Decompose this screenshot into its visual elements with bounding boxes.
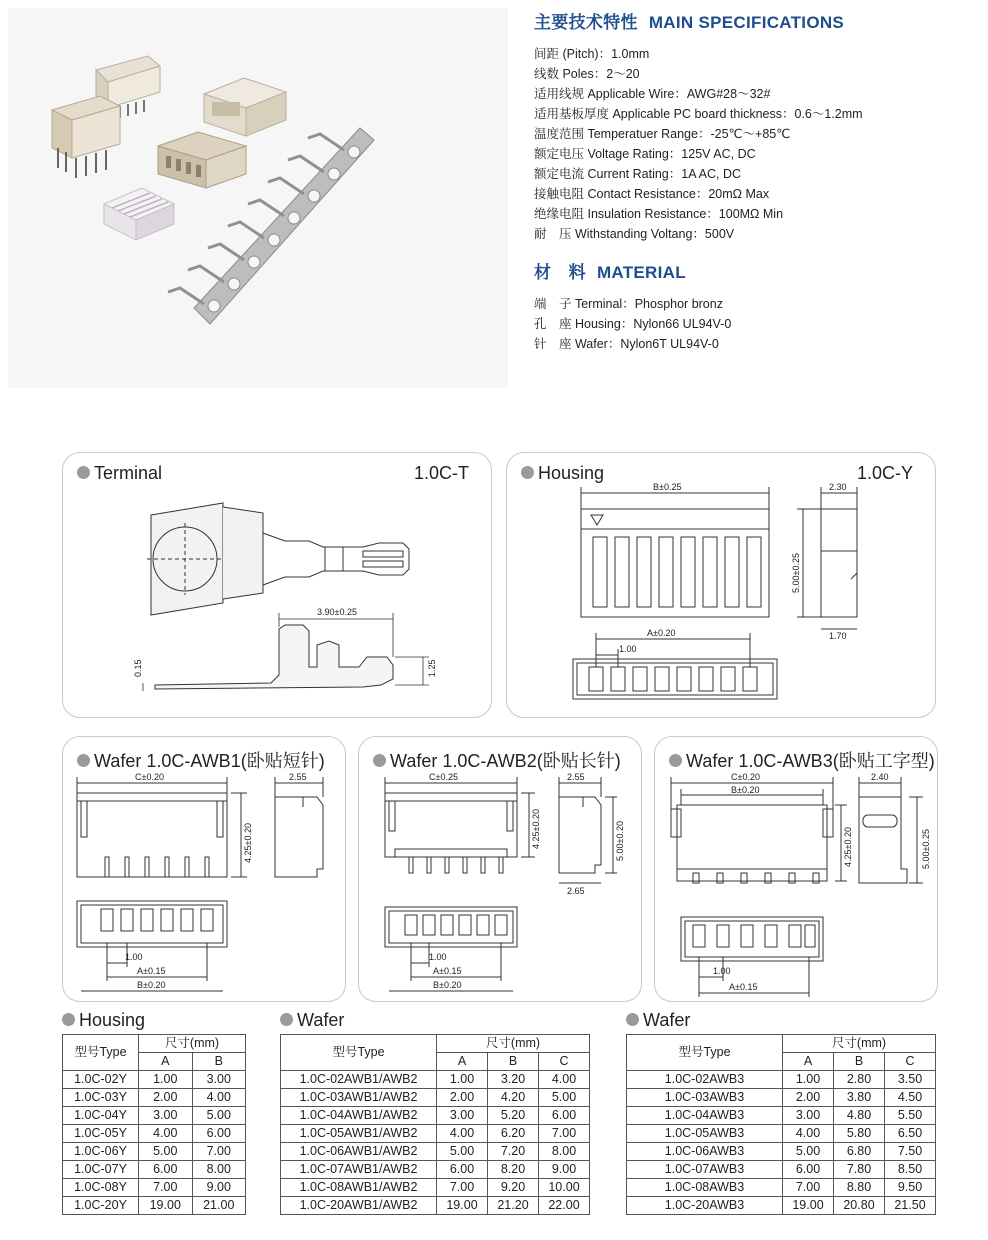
- wafer-awb12-table: [280, 1034, 590, 1215]
- wafer-awb2-drawing: [359, 737, 643, 1003]
- wafer-awb2-height1-dim: 4.25±0.20: [531, 809, 541, 849]
- cell-type: 1.0C-03AWB3: [627, 1089, 783, 1107]
- photo-wafer-horizontal: [204, 78, 286, 136]
- housing-drawing: [507, 453, 937, 719]
- product-photo-illustration: [8, 8, 508, 388]
- cell-b: 7.80: [834, 1161, 885, 1179]
- cell-b: 2.80: [834, 1071, 885, 1089]
- spec-item: 接触电阻 Contact Resistance：20mΩ Max: [534, 187, 770, 201]
- photo-wafer-middle: [158, 132, 246, 188]
- bullet-icon: [521, 466, 534, 479]
- bullet-icon: [669, 754, 682, 767]
- wafer-awb1-height-dim: 4.25±0.20: [243, 823, 253, 863]
- table-row: [627, 1197, 936, 1215]
- cell-type: 1.0C-20AWB1/AWB2: [281, 1197, 437, 1215]
- wafer-awb2-panel-title: Wafer 1.0C-AWB2(卧贴长针): [373, 747, 621, 773]
- col-header-a: A: [783, 1053, 834, 1071]
- cell-a: 3.00: [783, 1107, 834, 1125]
- dimension-header: 尺寸(mm): [139, 1035, 246, 1053]
- bullet-icon: [77, 466, 90, 479]
- spec-item: 适用基板厚度 Applicable PC board thickness：0.6～1.2mm: [534, 107, 863, 121]
- type-header: 型号Type: [281, 1035, 437, 1071]
- housing-table-block: [62, 1010, 246, 1215]
- spec-item: 绝缘电阻 Insulation Resistance：100MΩ Min: [534, 207, 784, 221]
- dimension-header: 尺寸(mm): [783, 1035, 936, 1053]
- type-header: 型号Type: [627, 1035, 783, 1071]
- cell-type: 1.0C-08Y: [63, 1179, 139, 1197]
- housing-width-dim: 2.30: [829, 482, 847, 492]
- cell-b: 8.80: [834, 1179, 885, 1197]
- cell-type: 1.0C-05AWB3: [627, 1125, 783, 1143]
- cell-a: 5.00: [437, 1143, 488, 1161]
- cell-type: 1.0C-03Y: [63, 1089, 139, 1107]
- cell-a: 4.00: [139, 1125, 193, 1143]
- housing-panel-code: 1.0C-Y: [856, 463, 913, 483]
- col-header-a: A: [139, 1053, 193, 1071]
- wafer-awb3-table: [626, 1034, 936, 1215]
- wafer-awb1-panel-title: Wafer 1.0C-AWB1(卧贴短针): [77, 747, 325, 773]
- wafer-awb3-a-dim: A±0.15: [729, 982, 758, 992]
- cell-c: 22.00: [539, 1197, 590, 1215]
- cell-type: 1.0C-05AWB1/AWB2: [281, 1125, 437, 1143]
- cell-a: 1.00: [783, 1071, 834, 1089]
- cell-b: 5.80: [834, 1125, 885, 1143]
- housing-table: [62, 1034, 246, 1215]
- cell-a: 7.00: [139, 1179, 193, 1197]
- table-row: [281, 1107, 590, 1125]
- wafer-awb3-table-title: Wafer: [626, 1010, 936, 1034]
- col-header-a: A: [437, 1053, 488, 1071]
- cell-a: 3.00: [437, 1107, 488, 1125]
- terminal-height-dim: 1.25: [427, 659, 437, 677]
- cell-a: 5.00: [783, 1143, 834, 1161]
- cell-a: 2.00: [783, 1089, 834, 1107]
- cell-b: 4.20: [488, 1089, 539, 1107]
- cell-b: 7.00: [192, 1143, 246, 1161]
- housing-b-dim: B±0.25: [653, 482, 682, 492]
- wafer-awb1-a-dim: A±0.15: [137, 966, 166, 976]
- terminal-drawing: [63, 453, 493, 719]
- cell-a: 7.00: [783, 1179, 834, 1197]
- cell-c: 8.50: [885, 1161, 936, 1179]
- table-row: [281, 1197, 590, 1215]
- wafer-awb2-b-dim: B±0.20: [433, 980, 462, 990]
- cell-b: 8.00: [192, 1161, 246, 1179]
- wafer-awb1-c-dim: C±0.20: [135, 772, 164, 782]
- wafer-awb1-pitch-dim: 1.00: [125, 952, 143, 962]
- cell-type: 1.0C-07AWB3: [627, 1161, 783, 1179]
- product-photo: [8, 8, 508, 388]
- terminal-panel-title: Terminal: [77, 463, 162, 484]
- cell-type: 1.0C-05Y: [63, 1125, 139, 1143]
- table-row: [627, 1161, 936, 1179]
- housing-table-title: Housing: [62, 1010, 246, 1034]
- cell-b: 3.20: [488, 1071, 539, 1089]
- table-row: [627, 1107, 936, 1125]
- cell-b: 6.80: [834, 1143, 885, 1161]
- material-item: 端 子 Terminal：Phosphor bronz: [534, 297, 723, 311]
- cell-type: 1.0C-07AWB1/AWB2: [281, 1161, 437, 1179]
- table-row: [63, 1071, 246, 1089]
- table-row: [63, 1125, 246, 1143]
- cell-b: 4.00: [192, 1089, 246, 1107]
- cell-type: 1.0C-04AWB1/AWB2: [281, 1107, 437, 1125]
- cell-a: 4.00: [783, 1125, 834, 1143]
- wafer-awb2-width-dim: 2.55: [567, 772, 585, 782]
- cell-type: 1.0C-02AWB3: [627, 1071, 783, 1089]
- table-row: [281, 1125, 590, 1143]
- material-item: 孔 座 Housing：Nylon66 UL94V-0: [534, 317, 732, 331]
- table-row: [63, 1089, 246, 1107]
- housing-a-dim: A±0.20: [647, 628, 676, 638]
- wafer-awb1-width-dim: 2.55: [289, 772, 307, 782]
- material-title-en: MATERIAL: [596, 263, 686, 282]
- cell-c: 10.00: [539, 1179, 590, 1197]
- wafer-awb3-drawing-panel: [654, 736, 938, 1002]
- cell-a: 6.00: [139, 1161, 193, 1179]
- cell-c: 6.00: [539, 1107, 590, 1125]
- wafer-awb3-drawing: [655, 737, 939, 1003]
- wafer-awb3-c-dim: C±0.20: [731, 772, 760, 782]
- cell-a: 2.00: [437, 1089, 488, 1107]
- spec-item: 适用线规 Applicable Wire：AWG#28～32#: [534, 87, 771, 101]
- wafer-awb3-table-block: [626, 1010, 936, 1215]
- wafer-awb3-b-dim: B±0.20: [731, 785, 760, 795]
- cell-b: 3.00: [192, 1071, 246, 1089]
- cell-a: 6.00: [437, 1161, 488, 1179]
- table-row: [281, 1179, 590, 1197]
- type-header: 型号Type: [63, 1035, 139, 1071]
- col-header-c: C: [885, 1053, 936, 1071]
- cell-type: 1.0C-02Y: [63, 1071, 139, 1089]
- col-header-b: B: [192, 1053, 246, 1071]
- table-row: [627, 1143, 936, 1161]
- cell-a: 19.00: [437, 1197, 488, 1215]
- wafer-awb1-b-dim: B±0.20: [137, 980, 166, 990]
- spec-item: 额定电流 Current Rating：1A AC, DC: [534, 167, 742, 181]
- cell-b: 5.20: [488, 1107, 539, 1125]
- cell-type: 1.0C-06AWB1/AWB2: [281, 1143, 437, 1161]
- wafer-awb12-table-block: [280, 1010, 590, 1215]
- spec-item: 额定电压 Voltage Rating：125V AC, DC: [534, 147, 756, 161]
- bullet-icon: [373, 754, 386, 767]
- specifications-title-cn: 主要技术特性: [534, 13, 638, 32]
- cell-b: 8.20: [488, 1161, 539, 1179]
- table-row: [627, 1071, 936, 1089]
- wafer-awb2-height2-dim: 5.00±0.20: [615, 821, 625, 861]
- cell-a: 3.00: [139, 1107, 193, 1125]
- terminal-length-dim: 3.90±0.25: [317, 607, 357, 617]
- cell-type: 1.0C-02AWB1/AWB2: [281, 1071, 437, 1089]
- wafer-awb2-c-dim: C±0.25: [429, 772, 458, 782]
- cell-type: 1.0C-04AWB3: [627, 1107, 783, 1125]
- cell-c: 3.50: [885, 1071, 936, 1089]
- cell-b: 3.80: [834, 1089, 885, 1107]
- material-title-cn: 材 料: [534, 263, 586, 282]
- material-title: [534, 258, 974, 284]
- specifications-title-en: MAIN SPECIFICATIONS: [648, 13, 845, 32]
- dimension-header: 尺寸(mm): [437, 1035, 590, 1053]
- terminal-panel-code: 1.0C-T: [413, 463, 469, 483]
- housing-depth-dim: 1.70: [829, 631, 847, 641]
- spec-item: 耐 压 Withstanding Voltang：500V: [534, 227, 735, 241]
- cell-a: 19.00: [783, 1197, 834, 1215]
- table-row: [627, 1089, 936, 1107]
- cell-type: 1.0C-08AWB1/AWB2: [281, 1179, 437, 1197]
- table-row: [63, 1161, 246, 1179]
- cell-type: 1.0C-20AWB3: [627, 1197, 783, 1215]
- col-header-c: C: [539, 1053, 590, 1071]
- material-item: 针 座 Wafer：Nylon6T UL94V-0: [534, 337, 719, 351]
- cell-b: 6.20: [488, 1125, 539, 1143]
- table-row: [281, 1161, 590, 1179]
- cell-b: 6.00: [192, 1125, 246, 1143]
- cell-a: 6.00: [783, 1161, 834, 1179]
- specifications-title: [534, 8, 974, 34]
- housing-pitch-dim: 1.00: [619, 644, 637, 654]
- cell-a: 5.00: [139, 1143, 193, 1161]
- wafer-awb2-drawing-panel: [358, 736, 642, 1002]
- wafer-awb3-panel-title: Wafer 1.0C-AWB3(卧贴工字型): [669, 747, 935, 773]
- cell-c: 6.50: [885, 1125, 936, 1143]
- terminal-thickness-dim: 0.15: [133, 659, 143, 677]
- bullet-icon: [62, 1013, 75, 1026]
- cell-b: 9.00: [192, 1179, 246, 1197]
- cell-b: 4.80: [834, 1107, 885, 1125]
- cell-b: 9.20: [488, 1179, 539, 1197]
- cell-a: 2.00: [139, 1089, 193, 1107]
- bullet-icon: [280, 1013, 293, 1026]
- spec-item: 间距 (Pitch)：1.0mm: [534, 47, 650, 61]
- table-row: [63, 1107, 246, 1125]
- table-row: [281, 1071, 590, 1089]
- bullet-icon: [626, 1013, 639, 1026]
- wafer-awb3-height1-dim: 4.25±0.20: [843, 827, 853, 867]
- cell-b: 7.20: [488, 1143, 539, 1161]
- wafer-awb2-pitch-dim: 1.00: [429, 952, 447, 962]
- cell-a: 4.00: [437, 1125, 488, 1143]
- housing-panel-title: Housing: [521, 463, 604, 484]
- spec-item: 线数 Poles：2～20: [534, 67, 640, 81]
- specifications-list: [534, 44, 974, 244]
- wafer-awb3-pitch-dim: 1.00: [713, 966, 731, 976]
- col-header-b: B: [834, 1053, 885, 1071]
- wafer-awb3-height2-dim: 5.00±0.25: [921, 829, 931, 869]
- material-list: [534, 294, 974, 354]
- cell-b: 5.00: [192, 1107, 246, 1125]
- cell-c: 7.50: [885, 1143, 936, 1161]
- cell-type: 1.0C-07Y: [63, 1161, 139, 1179]
- table-row: [281, 1143, 590, 1161]
- wafer-awb2-a-dim: A±0.15: [433, 966, 462, 976]
- terminal-drawing-panel: [62, 452, 492, 718]
- specifications-section: [534, 8, 974, 354]
- bullet-icon: [77, 754, 90, 767]
- table-row: [627, 1179, 936, 1197]
- table-row: [63, 1197, 246, 1215]
- cell-b: 20.80: [834, 1197, 885, 1215]
- cell-c: 4.50: [885, 1089, 936, 1107]
- table-row: [63, 1179, 246, 1197]
- wafer-awb1-drawing-panel: [62, 736, 346, 1002]
- photo-wafer-large: [52, 96, 120, 178]
- wafer-awb1-drawing: [63, 737, 347, 1003]
- housing-height-dim: 5.00±0.25: [791, 553, 801, 593]
- cell-c: 7.00: [539, 1125, 590, 1143]
- cell-a: 1.00: [139, 1071, 193, 1089]
- photo-housing: [104, 188, 174, 240]
- cell-a: 7.00: [437, 1179, 488, 1197]
- cell-type: 1.0C-08AWB3: [627, 1179, 783, 1197]
- col-header-b: B: [488, 1053, 539, 1071]
- housing-drawing-panel: [506, 452, 936, 718]
- cell-type: 1.0C-04Y: [63, 1107, 139, 1125]
- cell-type: 1.0C-03AWB1/AWB2: [281, 1089, 437, 1107]
- wafer-awb3-width-dim: 2.40: [871, 772, 889, 782]
- wafer-awb12-table-title: Wafer: [280, 1010, 590, 1034]
- table-row: [63, 1143, 246, 1161]
- cell-type: 1.0C-06AWB3: [627, 1143, 783, 1161]
- cell-b: 21.00: [192, 1197, 246, 1215]
- cell-type: 1.0C-06Y: [63, 1143, 139, 1161]
- table-row: [627, 1125, 936, 1143]
- cell-a: 1.00: [437, 1071, 488, 1089]
- spec-item: 温度范围 Temperatuer Range：-25℃～+85℃: [534, 127, 791, 141]
- cell-c: 4.00: [539, 1071, 590, 1089]
- wafer-awb2-width2-dim: 2.65: [567, 886, 585, 896]
- cell-c: 21.50: [885, 1197, 936, 1215]
- cell-type: 1.0C-20Y: [63, 1197, 139, 1215]
- cell-c: 5.50: [885, 1107, 936, 1125]
- table-row: [281, 1089, 590, 1107]
- cell-b: 21.20: [488, 1197, 539, 1215]
- cell-c: 5.00: [539, 1089, 590, 1107]
- cell-a: 19.00: [139, 1197, 193, 1215]
- cell-c: 9.50: [885, 1179, 936, 1197]
- cell-c: 9.00: [539, 1161, 590, 1179]
- cell-c: 8.00: [539, 1143, 590, 1161]
